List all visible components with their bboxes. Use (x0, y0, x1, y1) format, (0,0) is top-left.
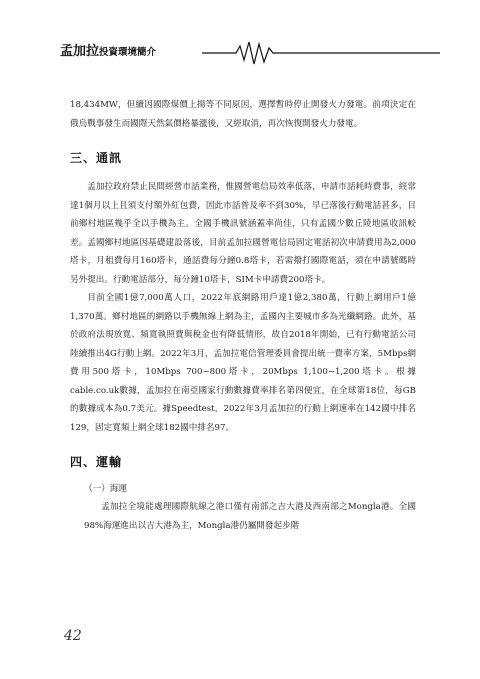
header-title-main: 孟加拉 (60, 44, 100, 59)
paragraph-sea-transport: 孟加拉全境能處理國際航線之港口僅有南部之吉大港及西南部之Mongla港。全國98%海運進出以吉大港為主，Mongla港仍屬開發起步階 (84, 502, 416, 531)
subsection-sea-transport-heading: （一）海運 (84, 484, 127, 494)
section-4-heading: 四、運輸 (70, 455, 123, 469)
page-header (60, 36, 440, 70)
header-title (60, 40, 156, 59)
paragraph-telecom-1: 孟加拉政府禁止民間經營市話業務，惟國營電信局效率低落，申請市話耗時費事，經常達1個月以上且須支付額外紅包費，因此市話普及率不到30%，早已落後行動電話甚多，目前鄉村地區幾乎全以手機為主。全國手機訊號涵蓋率尚佳，只有孟國少數丘陵地區收訊較差。孟國鄉村地區因基礎建設落後，目前孟加拉國營電信局固定電話初次申請費用為2,000塔卡，月租費每月160塔卡，通話費每分鐘0.8塔卡，若需撥打國際電話，須在申請號碼時另外提出。行動電話部分，每分鐘10塔卡，SIM卡申請費200塔卡。 (70, 182, 416, 285)
page-content (70, 96, 416, 535)
header-title-sub: 投資環境簡介 (99, 47, 157, 58)
paragraph-intro: 18,434MW，但續因國際煤價上揚等不同原因，選擇暫時停止開發火力發電。前項決定在俄烏戰事發生而國際天然氣價格暴漲後，又經取消，再次恢復開發火力發電。 (70, 100, 416, 129)
paragraph-telecom-2: 目前全國1億7,000萬人口，2022年底網路用戶達1億2,380萬，行動上網用戶1億1,370萬。鄉村地區的網路以手機無線上網為主，孟國內主要城市多為光纖網路。此外，基於政府法規放寬、頻寬執照費與稅金也有降低情形，故自2018年開始，已有行動電話公司陸續推出4G行動上網。2022年3月，孟加拉電信管理委員會提出統一費率方案，5Mbps網費用500塔卡，10Mbps 700~800塔卡，20Mbps 1,100~1,200塔卡。根據cable.co.uk數據，孟加拉在南亞國家行動數據費率排名第四便宜，在全球第18位，每GB的數據成本為0.7美元。據Speedtest，2022年3月孟加拉的行動上網速率在142國中排名129，固定寬頻上網全球182國中排名97。 (70, 293, 416, 433)
section-3-heading: 三、通訊 (70, 151, 123, 165)
page-number: 42 (64, 628, 82, 644)
